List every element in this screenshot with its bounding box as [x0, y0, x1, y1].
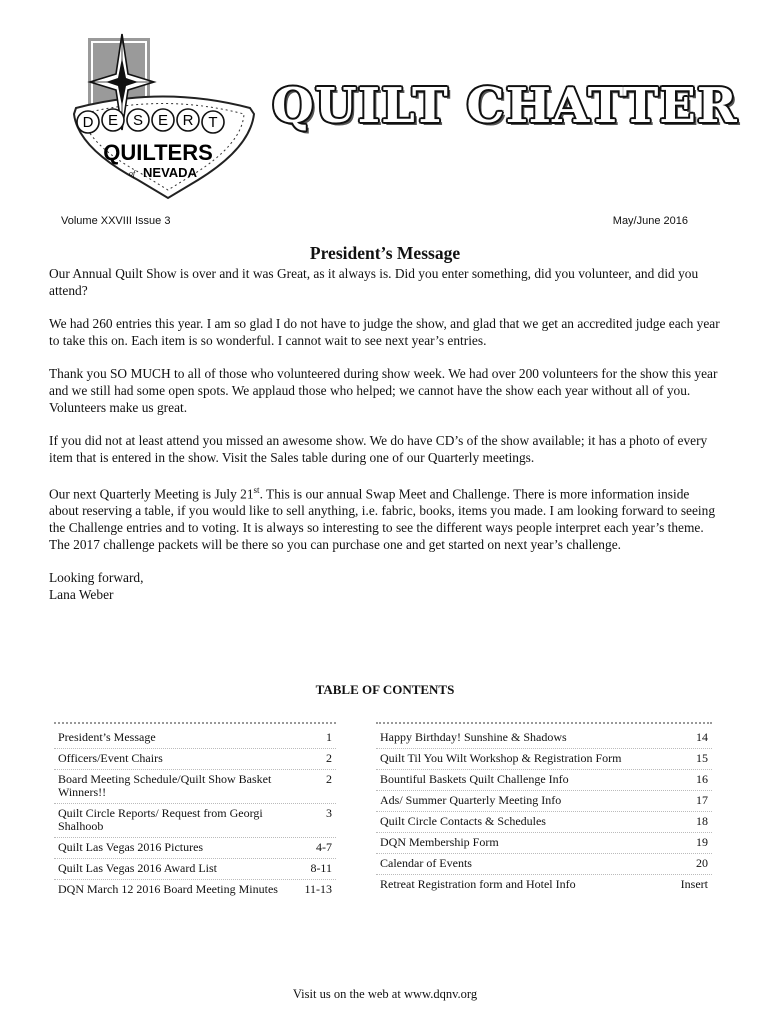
toc-row — [54, 838, 336, 859]
toc-row — [54, 749, 336, 770]
toc-title: TABLE OF CONTENTS — [315, 682, 455, 697]
logo-letter: T — [208, 114, 218, 131]
toc-row — [54, 770, 336, 804]
toc-row — [376, 749, 712, 770]
toc-entry-label: Quilt Til You Wilt Workshop & Registration Form — [380, 751, 622, 765]
toc-entry-page: 8-11 — [310, 861, 332, 875]
toc-entry-page: 20 — [696, 856, 708, 870]
logo-nevada-text: NEVADA — [143, 165, 197, 180]
toc-row — [376, 770, 712, 791]
toc-entry-page: 14 — [696, 730, 708, 744]
signoff-line: Looking forward, — [49, 570, 144, 586]
toc-entry-label: Quilt Las Vegas 2016 Pictures — [58, 840, 204, 854]
volume-issue: Volume XXVIII Issue 3 — [61, 215, 171, 227]
toc-entry-page: 1 — [326, 730, 332, 744]
toc-row — [376, 812, 712, 833]
toc-entry-label: Quilt Circle Reports/ Request from Georgi Shalhoob — [58, 806, 263, 833]
toc-rule — [376, 722, 712, 724]
message-paragraph: Thank you SO MUCH to all of those who volunteered during show week. We had over 200 volunteers for the show this year and we still had some open spots. We applaud those who helped; we cannot have the show each year without all of you. Volunteers make us great. — [49, 366, 718, 415]
message-text: . This is our annual Swap Meet and Challenge. There is more information inside about reserving a table, if you would like to sell anything, i.e. fabric, books, items you made. I am looking forward to seeing the Challenge entries and to voting. It is always so interesting to see the different ways people interpret each year’s theme. The 2017 challenge packets will be there so you can purchase one and get started on next year’s challenge. — [49, 486, 716, 553]
footer-website: Visit us on the web at www.dqnv.org — [292, 987, 478, 1001]
toc-entry-page: 18 — [696, 814, 708, 828]
message-text: Our next Quarterly Meeting is July 21 — [49, 486, 254, 502]
toc-entry-page: 2 — [326, 772, 332, 786]
ordinal-suffix: st — [253, 485, 260, 495]
toc-row — [376, 728, 712, 749]
toc-row — [376, 875, 712, 895]
toc-entry-label: Retreat Registration form and Hotel Info — [380, 877, 576, 891]
toc-entry-page: 15 — [696, 751, 708, 765]
message-paragraph — [49, 482, 721, 553]
logo-letter: D — [82, 114, 94, 131]
logo-letter: E — [107, 112, 119, 129]
logo-quilters-text: QUILTERS — [103, 140, 213, 165]
toc-entry-label: Calendar of Events — [380, 856, 472, 870]
issue-date: May/June 2016 — [612, 215, 688, 227]
toc-entry-page: 4-7 — [316, 840, 332, 854]
toc-entry-page: 3 — [326, 806, 332, 820]
toc-entry-label: Ads/ Summer Quarterly Meeting Info — [380, 793, 562, 807]
logo-of-text: of — [128, 169, 136, 178]
toc-row — [54, 728, 336, 749]
toc-entry-page: 19 — [696, 835, 708, 849]
toc-entry-label: Bountiful Baskets Quilt Challenge Info — [380, 772, 569, 786]
message-paragraph: Our Annual Quilt Show is over and it was Great, as it always is. Did you enter something, did you volunteer, and did you attend? — [49, 266, 699, 298]
desert-quilters-logo — [58, 30, 268, 200]
presidents-message — [49, 265, 721, 603]
toc-row — [54, 859, 336, 880]
toc-entry-label: President’s Message — [58, 730, 156, 744]
message-paragraph: We had 260 entries this year. I am so glad I do not have to judge the show, and glad that we get an accredited judge each year to take this on. Each item is so wonderful. I cannot wait to see next year’s entries. — [49, 316, 720, 348]
toc-entry-label: Happy Birthday! Sunshine & Shadows — [380, 730, 567, 744]
toc-entry-page: 2 — [326, 751, 332, 765]
toc-entry-page: Insert — [680, 877, 708, 891]
toc-row — [376, 791, 712, 812]
toc-entry-page: 17 — [696, 793, 708, 807]
logo-letter: R — [182, 112, 194, 129]
logo-letter: S — [132, 112, 144, 129]
message-title: President’s Message — [309, 243, 461, 263]
toc-left-column — [54, 722, 336, 900]
toc-entry-label: DQN March 12 2016 Board Meeting Minutes — [58, 882, 278, 896]
toc-entry-label: Quilt Circle Contacts & Schedules — [380, 814, 546, 828]
toc-row — [376, 854, 712, 875]
logo-letter: E — [157, 112, 169, 129]
toc-rule — [54, 722, 336, 724]
toc-entry-label: Officers/Event Chairs — [58, 751, 163, 765]
toc-row — [54, 880, 336, 900]
toc-entry-label: DQN Membership Form — [380, 835, 499, 849]
newsletter-title: QUILT CHATTER — [272, 78, 738, 134]
toc-right-column — [376, 722, 712, 895]
signoff-name: Lana Weber — [49, 587, 114, 603]
toc-row — [376, 833, 712, 854]
toc-entry-page: 16 — [696, 772, 708, 786]
message-paragraph: If you did not at least attend you missed an awesome show. We do have CD’s of the show available; it has a photo of every item that is entered in the show. Visit the Sales table during one of our Quarterly meetings. — [49, 433, 708, 465]
toc-entry-label: Board Meeting Schedule/Quilt Show Basket Winners!! — [58, 772, 272, 799]
toc-entry-page: 11-13 — [304, 882, 332, 896]
toc-row — [54, 804, 336, 838]
toc-entry-label: Quilt Las Vegas 2016 Award List — [58, 861, 217, 875]
